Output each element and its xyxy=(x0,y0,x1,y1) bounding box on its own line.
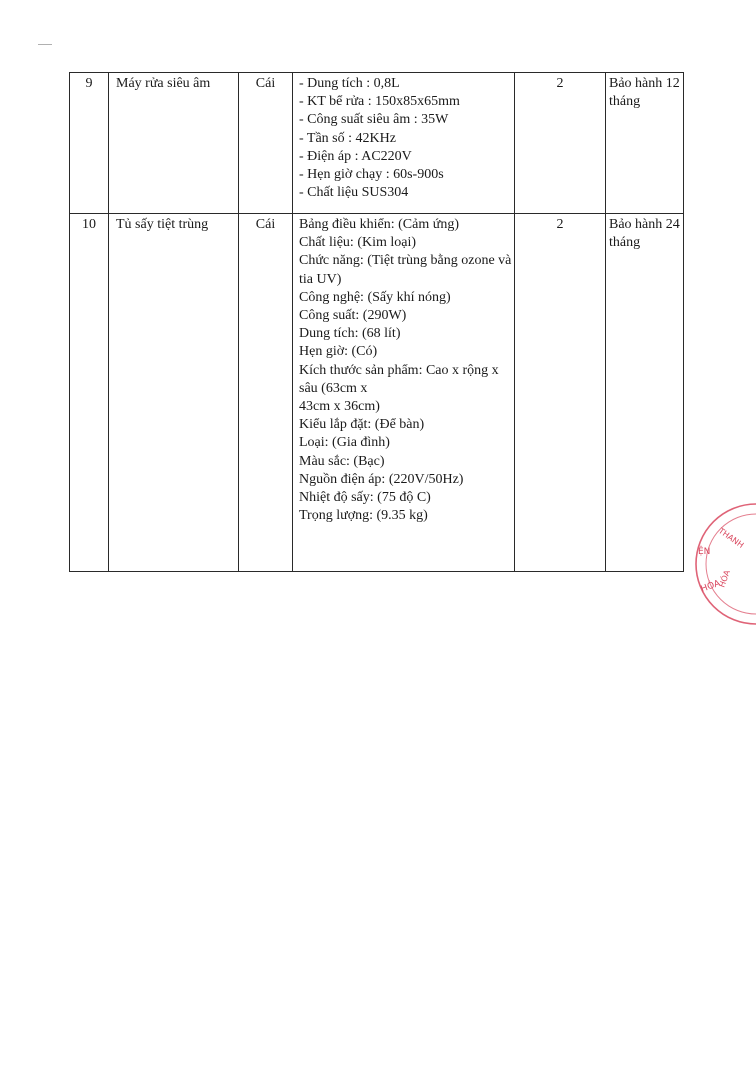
spec-line: - Tần số : 42KHz xyxy=(299,130,396,146)
item-quantity: 2 xyxy=(515,73,606,214)
table-row xyxy=(70,214,684,572)
seal-text: HÓA xyxy=(699,578,722,595)
official-seal xyxy=(688,502,756,632)
spec-line: - Điện áp : AC220V xyxy=(299,148,412,164)
item-warranty: Bảo hành 12 tháng xyxy=(606,73,684,214)
spec-line: Chức năng: (Tiệt trùng bằng ozone và tia UV) xyxy=(299,253,512,287)
seal-inner-ring xyxy=(706,514,756,614)
spec-line: Công suất: (290W) xyxy=(299,308,407,324)
spec-line: Loại: (Gia đình) xyxy=(299,435,390,451)
spec-line: Nhiệt độ sấy: (75 độ C) xyxy=(299,490,431,506)
spec-line: Chất liệu: (Kim loại) xyxy=(299,235,417,251)
item-quantity: 2 xyxy=(515,214,606,572)
spec-line: Màu sắc: (Bạc) xyxy=(299,453,385,469)
spec-line: Công nghệ: (Sấy khí nóng) xyxy=(299,289,451,305)
spec-line: - Chất liệu SUS304 xyxy=(299,185,409,201)
table-row xyxy=(70,73,684,214)
equipment-table xyxy=(69,72,684,572)
seal-text: HÓA xyxy=(717,569,732,589)
seal-text: ỆN xyxy=(698,547,711,557)
spec-line: Nguồn điện áp: (220V/50Hz) xyxy=(299,471,464,487)
item-unit: Cái xyxy=(239,73,293,214)
spec-line: - Dung tích : 0,8L xyxy=(299,76,400,91)
spec-line: Bảng điều khiển: (Cảm ứng) xyxy=(299,217,460,232)
spec-line: - Công suất siêu âm : 35W xyxy=(299,112,449,128)
spec-line: Kiểu lắp đặt: (Để bàn) xyxy=(299,417,425,433)
item-name: Tủ sấy tiệt trùng xyxy=(109,214,239,572)
item-specs xyxy=(293,214,515,572)
item-warranty: Bảo hành 24 tháng xyxy=(606,214,684,572)
item-specs xyxy=(293,73,515,214)
scan-mark xyxy=(38,44,52,45)
item-name: Máy rửa siêu âm xyxy=(109,73,239,214)
spec-line: - Hẹn giờ chạy : 60s-900s xyxy=(299,167,444,183)
spec-line: Kích thước sản phẩm: Cao x rộng x sâu (63cm x xyxy=(299,362,499,396)
row-number: 9 xyxy=(70,73,109,214)
spec-line: Trọng lượng: (9.35 kg) xyxy=(299,508,428,524)
spec-line: Dung tích: (68 lít) xyxy=(299,326,401,342)
item-unit: Cái xyxy=(239,214,293,572)
seal-text: THANH xyxy=(716,526,746,550)
spec-line: 43cm x 36cm) xyxy=(299,399,380,415)
spec-line: Hẹn giờ: (Có) xyxy=(299,344,378,360)
spec-line: - KT bể rửa : 150x85x65mm xyxy=(299,94,460,110)
row-number: 10 xyxy=(70,214,109,572)
seal-outer-ring xyxy=(696,504,756,624)
